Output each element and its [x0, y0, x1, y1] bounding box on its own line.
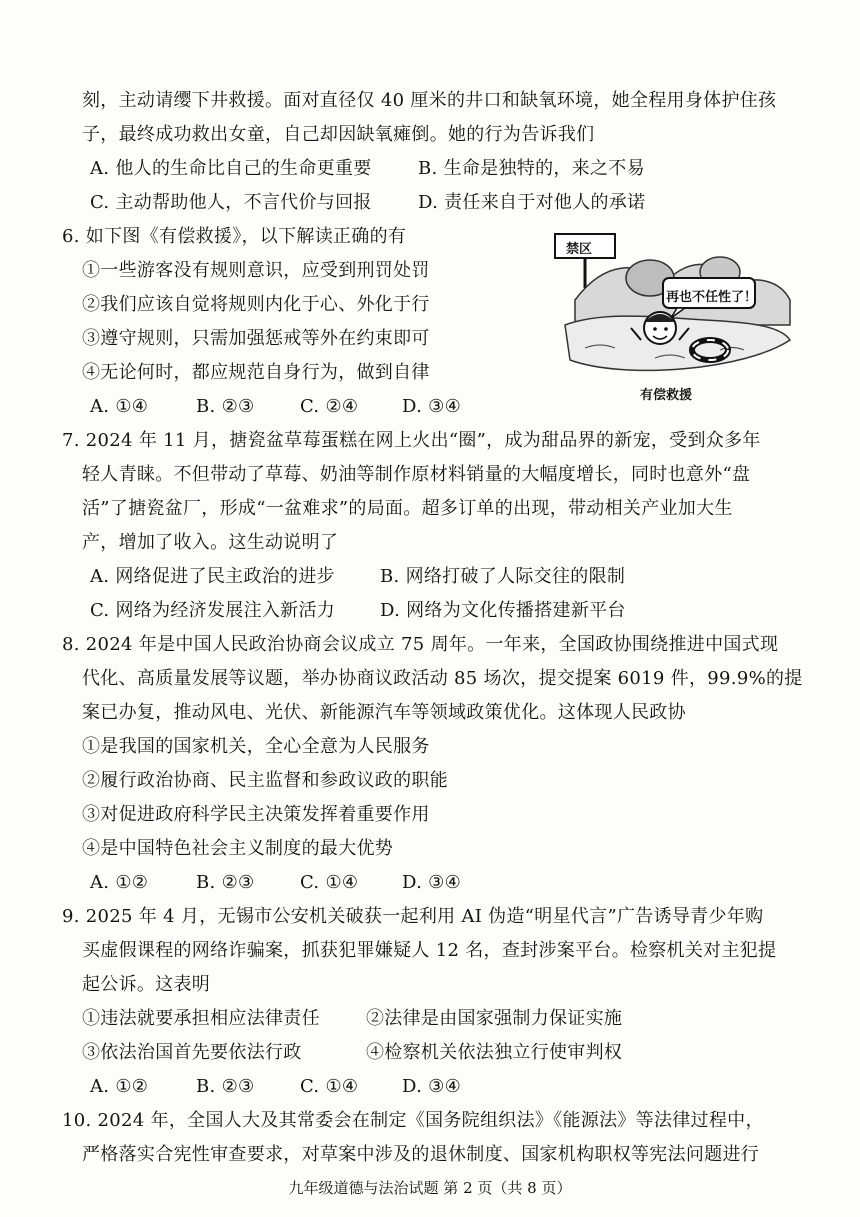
q6-statement-2: ②我们应该自觉将规则内化于心、外化于行: [82, 294, 430, 315]
figure-caption: 有偿救援: [640, 388, 693, 403]
q6-stem: 6. 如下图《有偿救援》，以下解读正确的有: [62, 226, 407, 247]
q9-option-c: C. ①④: [300, 1076, 359, 1097]
q7-option-d: D. 网络为文化传播搭建新平台: [380, 600, 626, 621]
q6-statement-4: ④无论何时，都应规范自身行为，做到自律: [82, 362, 430, 383]
q5-option-b: B. 生命是独特的，来之不易: [418, 158, 645, 179]
q7-line-4: 产，增加了收入。这生动说明了: [82, 532, 339, 553]
q6-statement-1: ①一些游客没有规则意识，应受到刑罚处罚: [82, 260, 430, 281]
figure-speech-bubble: 再也不任性了！: [666, 290, 758, 305]
q7-option-c: C. 网络为经济发展注入新活力: [90, 600, 336, 621]
q8-line-3: 案已办复，推动风电、光伏、新能源汽车等领域政策优化。这体现人民政协: [82, 702, 686, 723]
q9-line-3: 起公诉。这表明: [82, 974, 211, 995]
q8-statement-2: ②履行政治协商、民主监督和参政议政的职能: [82, 770, 448, 791]
q6-statement-3: ③遵守规则，只需加强惩戒等外在约束即可: [82, 328, 430, 349]
q8-option-d: D. ③④: [402, 872, 462, 893]
q8-line-2: 代化、高质量发展等议题，举办协商议政活动 85 场次，提交提案 6019 件，99.9%的提: [82, 668, 803, 689]
q5-option-a: A. 他人的生命比自己的生命更重要: [90, 158, 372, 179]
q9-option-a: A. ①②: [90, 1076, 149, 1097]
q9-statement-1: ①违法就要承担相应法律责任: [82, 1008, 320, 1029]
q8-statement-4: ④是中国特色社会主义制度的最大优势: [82, 838, 394, 859]
q9-option-b: B. ②③: [196, 1076, 255, 1097]
q9-statement-4: ④检察机关依法独立行使审判权: [366, 1042, 623, 1063]
q8-option-b: B. ②③: [196, 872, 255, 893]
q8-option-c: C. ①④: [300, 872, 359, 893]
q5-option-d: D. 责任来自于对他人的承诺: [418, 192, 646, 213]
q7-option-a: A. 网络促进了民主政治的进步: [90, 566, 335, 587]
q7-option-b: B. 网络打破了人际交往的限制: [380, 566, 626, 587]
q9-option-d: D. ③④: [402, 1076, 462, 1097]
q5-option-c: C. 主动帮助他人，不言代价与回报: [90, 192, 372, 213]
q10-line-2: 严格落实合宪性审查要求，对草案中涉及的退休制度、国家机构职权等宪法问题进行: [82, 1144, 760, 1165]
q6-option-c: C. ②④: [300, 396, 359, 417]
q8-statement-1: ①是我国的国家机关，全心全意为人民服务: [82, 736, 430, 757]
q7-line-2: 轻人青睐。不但带动了草莓、奶油等制作原材料销量的大幅度增长，同时也意外“盘: [82, 464, 751, 485]
q7-line-1: 7. 2024 年 11 月，搪瓷盆草莓蛋糕在网上火出“圈”，成为甜品界的新宠，受到众多年: [62, 430, 761, 451]
q8-statement-3: ③对促进政府科学民主决策发挥着重要作用: [82, 804, 430, 825]
q9-line-1: 9. 2025 年 4 月，无锡市公安机关破获一起利用 AI 伪造“明星代言”广告诱导青少年购: [62, 906, 764, 927]
q9-statement-2: ②法律是由国家强制力保证实施: [366, 1008, 623, 1029]
q9-line-2: 买虚假课程的网络诈骗案，抓获犯罪嫌疑人 12 名，查封涉案平台。检察机关对主犯提: [82, 940, 777, 961]
q5-line-2: 子，最终成功救出女童，自己却因缺氧瘫倒。她的行为告诉我们: [82, 124, 595, 145]
q8-line-1: 8. 2024 年是中国人民政治协商会议成立 75 周年。一年来，全国政协围绕推进中国式现: [62, 634, 779, 655]
q7-line-3: 活”了搪瓷盆厂，形成“一盆难求”的局面。超多订单的出现，带动相关产业加大生: [82, 498, 733, 519]
q6-option-b: B. ②③: [196, 396, 255, 417]
figure-sign-label: 禁区: [566, 242, 593, 257]
q6-option-d: D. ③④: [402, 396, 462, 417]
page-footer: 九年级道德与法治试题 第 2 页（共 8 页）: [288, 1179, 572, 1197]
q8-option-a: A. ①②: [90, 872, 149, 893]
q6-option-a: A. ①④: [90, 396, 149, 417]
q5-line-1: 刻，主动请缨下井救援。面对直径仅 40 厘米的井口和缺氧环境，她全程用身体护住孩: [82, 90, 777, 111]
q10-line-1: 10. 2024 年，全国人大及其常委会在制定《国务院组织法》《能源法》等法律过程中，: [62, 1110, 764, 1131]
q9-statement-3: ③依法治国首先要依法行政: [82, 1042, 302, 1063]
